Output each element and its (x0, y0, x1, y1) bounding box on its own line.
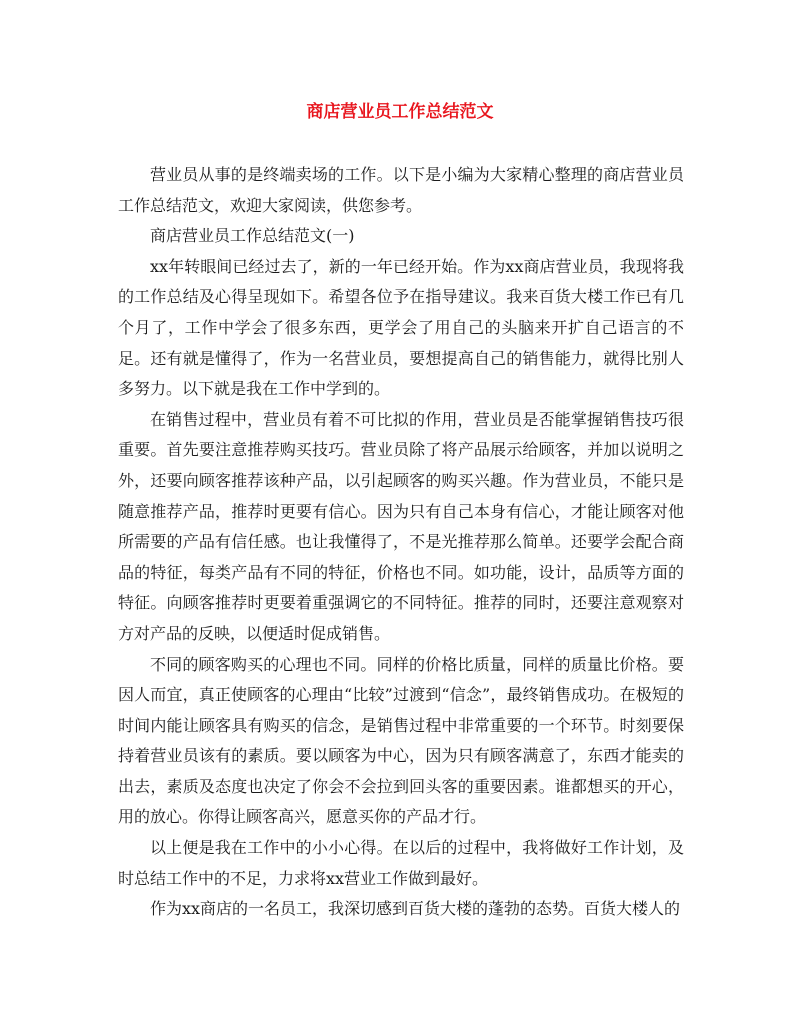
paragraph-intro: 营业员从事的是终端卖场的工作。以下是小编为大家精心整理的商店营业员工作总结范文，欢迎大家阅读，供您参考。 (118, 165, 684, 215)
paragraph: 以上便是我在工作中的小小心得。在以后的过程中，我将做好工作计划，及时总结工作中的不足，力求将xx营业工作做到最好。 (118, 838, 684, 888)
paragraph: 在销售过程中，营业员有着不可比拟的作用，营业员是否能掌握销售技巧很重要。首先要注意推荐购买技巧。营业员除了将产品展示给顾客，并加以说明之外，还要向顾客推荐该种产品，以引起顾客的购买兴趣。作为营业员，不能只是随意推荐产品，推荐时更要有信心。因为只有自己本身有信心，才能让顾客对他所需要的产品有信任感。也让我懂得了，不是光推荐那么简单。还要学会配合商品的特征，每类产品有不同的特征，价格也不同。如功能，设计，品质等方面的特征。向顾客推荐时更要着重强调它的不同特征。推荐的同时，还要注意观察对方对产品的反映，以便适时促成销售。 (118, 409, 684, 643)
document-body (118, 160, 684, 925)
paragraph: 不同的顾客购买的心理也不同。同样的价格比质量，同样的质量比价格。要因人而宜，真正使顾客的心理由“比较”过渡到“信念”，最终销售成功。在极短的时间内能让顾客具有购买的信念，是销售过程中非常重要的一个环节。时刻要保持着营业员该有的素质。要以顾客为中心，因为只有顾客满意了，东西才能卖的出去，素质及态度也决定了你会不会拉到回头客的重要因素。谁都想买的开心，用的放心。你得让顾客高兴，愿意买你的产品才行。 (118, 654, 684, 827)
paragraph: xx年转眼间已经过去了，新的一年已经开始。作为xx商店营业员，我现将我的工作总结及心得呈现如下。希望各位予在指导建议。我来百货大楼工作已有几个月了，工作中学会了很多东西，更学会了用自己的头脑来开扩自己语言的不足。还有就是懂得了，作为一名营业员，要想提高自己的销售能力，就得比别人多努力。以下就是我在工作中学到的。 (118, 256, 684, 399)
section-heading: 商店营业员工作总结范文(一) (150, 226, 355, 246)
document-title: 商店营业员工作总结范文 (306, 102, 494, 122)
paragraph: 作为xx商店的一名员工，我深切感到百货大楼的蓬勃的态势。百货大楼人的 (150, 899, 681, 919)
